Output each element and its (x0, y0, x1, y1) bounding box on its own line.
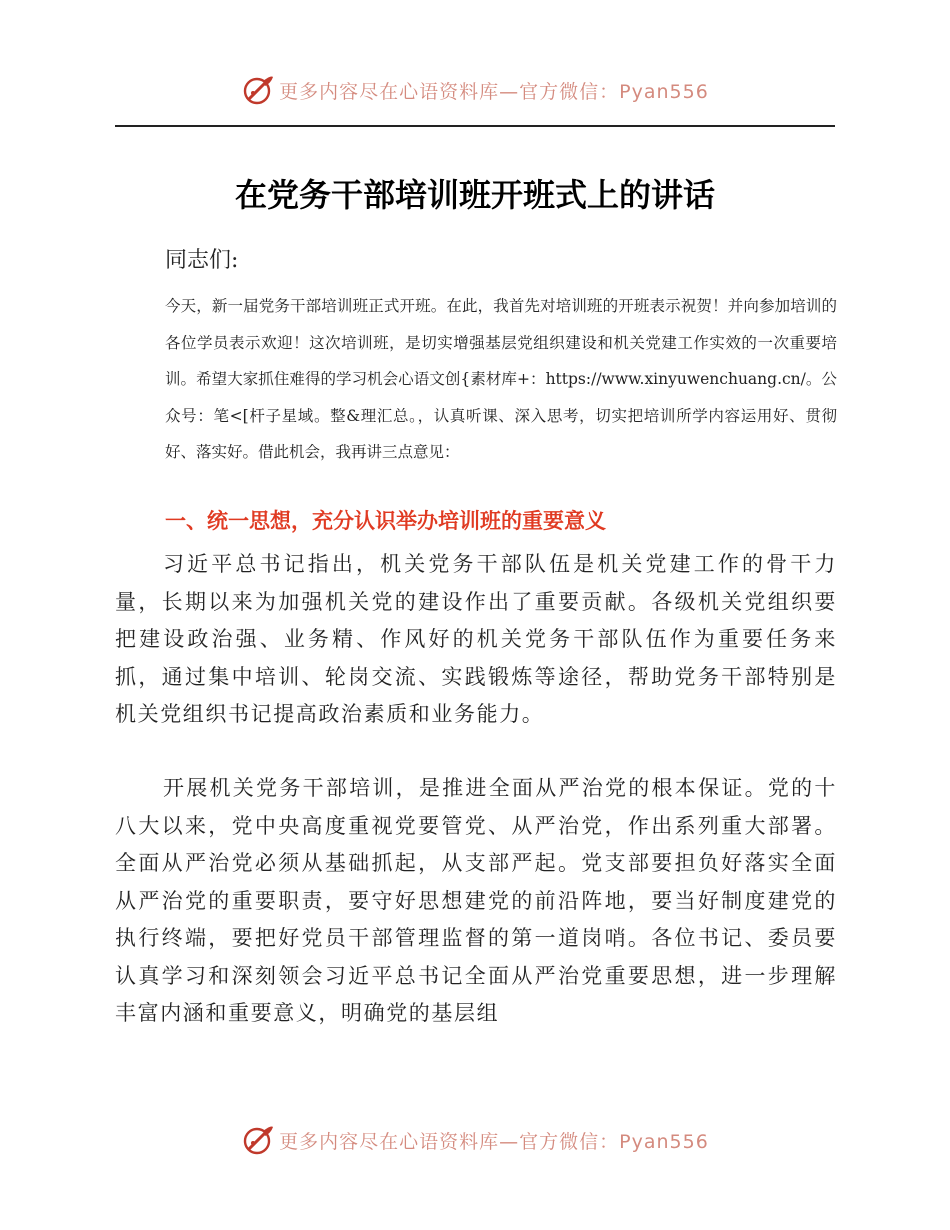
footer-watermark (0, 1120, 950, 1160)
greeting: 同志们: (165, 248, 239, 273)
section1-paragraph-1: 习近平总书记指出，机关党务干部队伍是机关党建工作的骨干力量，长期以来为加强机关党的建设作出了重要贡献。各级机关党组织要把建设政治强、业务精、作风好的机关党务干部队伍作为重要任务来抓，通过集中培训、轮岗交流、实践锻炼等途径，帮助党务干部特别是机关党组织书记提高政治素质和业务能力。 (115, 552, 837, 726)
section-heading-1: 一、统一思想，充分认识举办培训班的重要意义 (165, 509, 606, 533)
watermark-text: 更多内容尽在心语资料库—官方微信：Pyan556 (279, 1130, 709, 1153)
quill-pen-logo-icon (241, 1123, 275, 1157)
intro-text: 今天，新一届党务干部培训班正式开班。在此，我首先对培训班的开班表示祝贺！并向参加培训的各位学员表示欢迎！这次培训班，是切实增强基层党组织建设和机关党建工作实效的一次重要培训。希望大家抓住难得的学习机会心语文创{素材库+：https://www.xinyuwenchuang.cn/。公众号：笔<[杆子星域。整&理汇总。，认真听课、深入思考，切实把培训所学内容运用好、贯彻好、落实好。借此机会，我再讲三点意见： (165, 297, 837, 462)
section1-paragraph-2: 开展机关党务干部培训，是推进全面从严治党的根本保证。党的十八大以来，党中央高度重视党要管党、从严治党，作出系列重大部署。全面从严治党必须从基础抓起，从支部严起。党支部要担负好落实全面从严治党的重要职责，要守好思想建党的前沿阵地，要当好制度建党的执行终端，要把好党员干部管理监督的第一道岗哨。各位书记、委员要认真学习和深刻领会习近平总书记全面从严治党重要思想，进一步理解丰富内涵和重要意义，明确党的基层组 (115, 776, 837, 1025)
header-divider (115, 125, 835, 127)
header-watermark (0, 70, 950, 110)
intro-paragraph (115, 288, 837, 471)
quill-pen-logo-icon (241, 73, 275, 107)
document-title: 在党务干部培训班开班式上的讲话 (234, 176, 715, 214)
watermark-text: 更多内容尽在心语资料库—官方微信：Pyan556 (279, 80, 709, 103)
